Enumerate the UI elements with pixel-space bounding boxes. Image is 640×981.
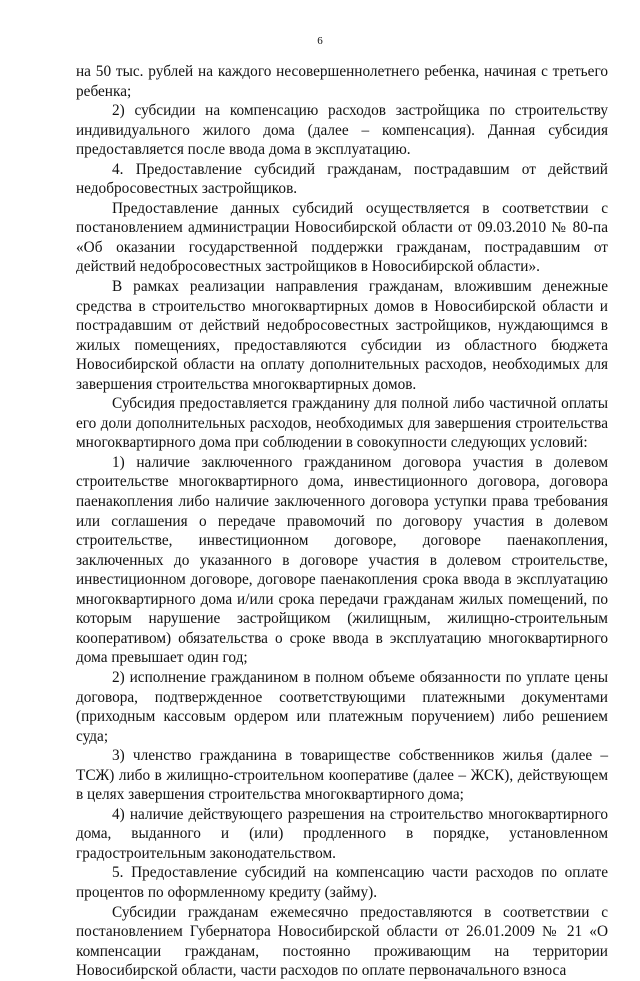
paragraph-3: 4. Предоставление субсидий гражданам, пострадавшим от действий недобросовестных застройщиков.	[76, 160, 608, 198]
paragraph-12: Субсидии гражданам ежемесячно предоставляются в соответствии с постановлением Губернатора Новосибирской области от 26.01.2009 № 21 «О компенсации гражданам, постоянно проживающим на территории Новосибирской области, части расходов по оплате первоначального взноса	[76, 903, 608, 980]
paragraph-6: Субсидия предоставляется гражданину для полной либо частичной оплаты его доли дополнительных расходов, необходимых для завершения строительства многоквартирного дома при соблюдении в совокупности следующих условий:	[76, 395, 608, 452]
paragraph-5: В рамках реализации направления гражданам, вложившим денежные средства в строительство многоквартирных домов в Новосибирской области и пострадавшим от действий недобросовестных застройщиков, нуждающимся в жилых помещениях, предоставляются субсидии из областного бюджета Новосибирской области на оплату дополнительных расходов, необходимых для завершения строительства многоквартирных домов.	[76, 278, 608, 393]
paragraph-4: Предоставление данных субсидий осуществляется в соответствии с постановлением администрации Новосибирской области от 09.03.2010 № 80-па «Об оказании государственной поддержки гражданам, пострадавшим от действий недобросовестных застройщиков в Новосибирской области».	[76, 199, 608, 276]
paragraph-1: на 50 тыс. рублей на каждого несовершеннолетнего ребенка, начиная с третьего ребенка;	[76, 63, 608, 100]
paragraph-2: 2) субсидии на компенсацию расходов застройщика по строительству индивидуального жилого дома (далее – компенсация). Данная субсидия предоставляется после ввода дома в эксплуатацию.	[76, 102, 608, 159]
paragraph-11: 5. Предоставление субсидий на компенсацию части расходов по оплате процентов по оформленному кредиту (займу).	[76, 864, 608, 901]
paragraph-7: 1) наличие заключенного гражданином договора участия в долевом строительстве многоквартирного дома, инвестиционного договора, договора паенакопления либо наличие заключенного договора уступки права требования или соглашения о передаче правомочий по договору участия в долевом строительстве, инвестиционном договоре, договоре паенакопления, заключенных до указанного в договоре участия в долевом строительстве, инвестиционном договоре, договоре паенакопления срока ввода в эксплуатацию многоквартирного дома и/или срока передачи гражданам жилых помещений, по которым нарушение застройщиком (жилищным, жилищно-строительным кооперативом) обязательства о сроке ввода в эксплуатацию многоквартирного дома превышает один год;	[76, 453, 608, 667]
paragraph-10: 4) наличие действующего разрешения на строительство многоквартирного дома, выданного и (или) продленного в порядке, установленном градостроительным законодательством.	[76, 805, 608, 862]
page-number: 6	[317, 35, 323, 47]
paragraph-9: 3) членство гражданина в товариществе собственников жилья (далее – ТСЖ) либо в жилищно-строительном кооперативе (далее – ЖСК), действующем в целях завершения строительства многоквартирного дома;	[76, 747, 608, 804]
paragraph-8: 2) исполнение гражданином в полном объеме обязанности по уплате цены договора, подтвержденное соответствующими платежными документами (приходным кассовым ордером или платежным поручением) либо решением суда;	[76, 668, 608, 745]
document-body	[76, 62, 608, 981]
